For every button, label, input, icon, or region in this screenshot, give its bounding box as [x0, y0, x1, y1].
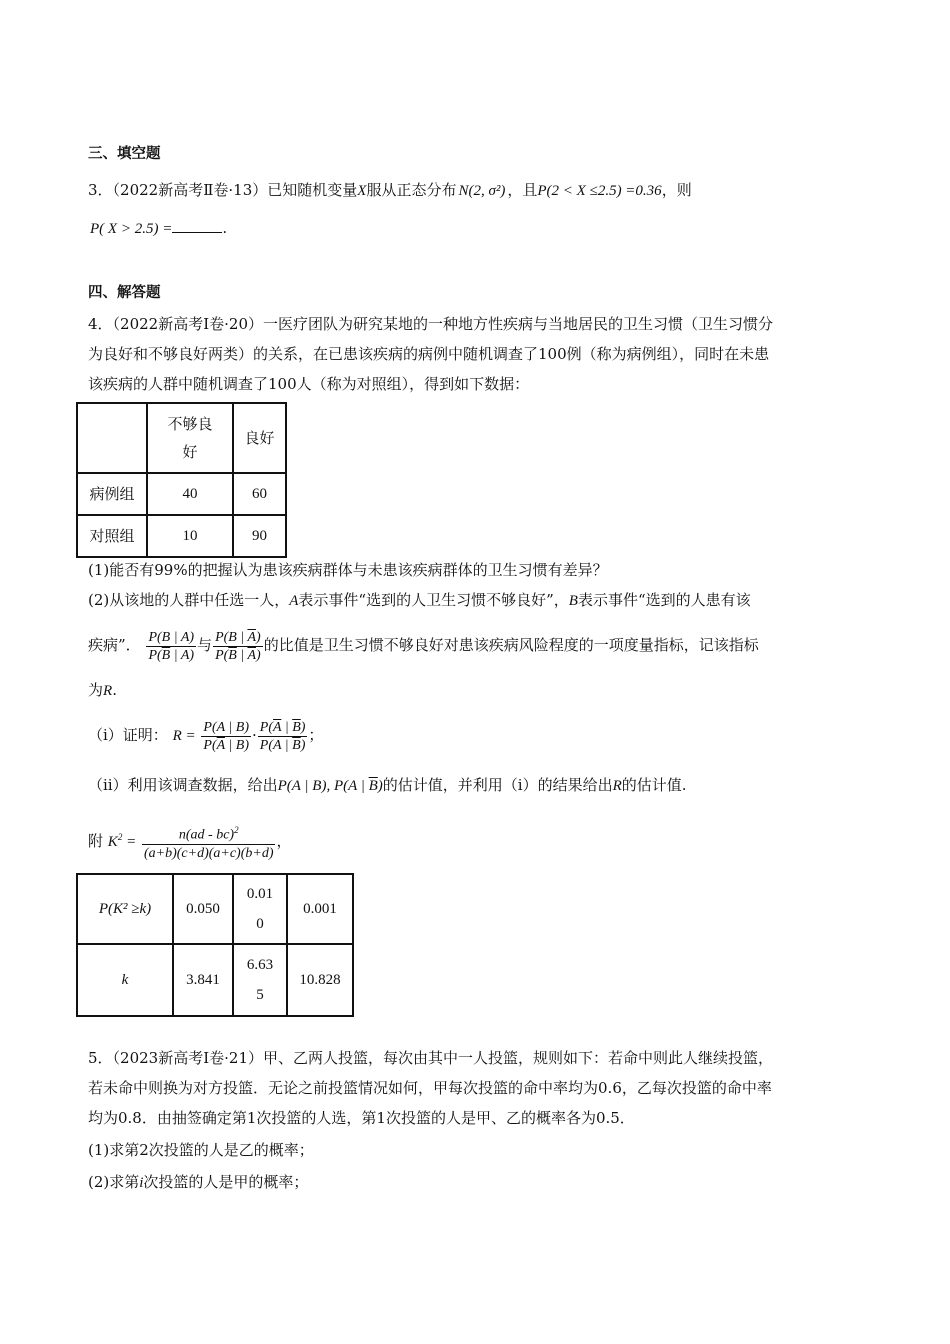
proof-fraction-1: $\frac{P(A | B)}{P(\overline{A} | B)}$	[203, 719, 250, 753]
q5-part-2: (2)求第i次投篮的人是甲的概率；	[88, 1173, 309, 1191]
question-3-line-2: P( X > 2.5) = .	[90, 219, 228, 237]
ratio-fraction-1: $\frac{P(B | A)}{P(\overline{B} | A)}$	[148, 629, 195, 663]
table-row: P(K² ≥k) 0.050 0.01 0 0.001	[77, 874, 353, 944]
col-header-not-good: 不够良 好	[147, 403, 233, 473]
question-3-line-1: 3．（2022新高考Ⅱ卷·13）已知随机变量X服从正态分布 N(2, σ²) ，且P(2 < X ≤2.5) =0.36，则	[88, 181, 692, 199]
normal-distribution-expr: N(2, σ²)	[458, 183, 506, 199]
q4-part-2-line-1: (2)从该地的人群中任选一人，A表示事件“选到的人卫生习惯不够良好”，B表示事件“选到的人患有该	[88, 591, 751, 609]
q4-part-2-line-3: 为R.	[88, 681, 117, 699]
table-header-row	[77, 403, 286, 473]
q3-number: 3．	[88, 181, 113, 199]
q5-line-1: 5．（2023新高考Ⅰ卷·21）甲、乙两人投篮，每次由其中一人投篮，规则如下：若命中则此人继续投篮，	[88, 1049, 774, 1067]
ratio-fraction-2: $\frac{P(B | \overline{A})}{P(\overline{B} | \overline{A})}$	[215, 629, 261, 663]
q4-part-2-line-2: 疾病”． $\frac{P(B | A)}{P(\overline{B} | A)}$ 与 $\frac{P(B | \overline{A})}{P(\overline{B} | \overline{A})}$ 的比值是卫生习惯不够良好对患该疾病风险程度的一项度量指标，记该指标	[88, 629, 759, 663]
q4-part-i: （ⅰ）证明： R = $\frac{P(A | B)}{P(\overline{A} | B)}$ · $\frac{P(\overline{A} | \overline{B})}{P(A | \overline{B})}$ ；	[88, 719, 324, 753]
q3-source: （2022新高考Ⅱ卷·13）	[112, 181, 268, 199]
k-squared-fraction: $\frac{n(ad - bc)^2}{(a+b)(c+d)(a+c)(b+d)}$	[142, 822, 276, 862]
q5-line-2: 若未命中则换为对方投篮．无论之前投篮情况如何，甲每次投篮的命中率均为0.6，乙每次投篮的命中率	[88, 1079, 772, 1097]
critical-value-table	[76, 873, 354, 1017]
q4-line-3: 该疾病的人群中随机调查了100人（称为对照组），得到如下数据：	[88, 375, 530, 393]
table-row: 病例组 40 60	[77, 473, 286, 515]
col-header-good: 良好	[233, 403, 286, 473]
q4-part-1: (1)能否有99%的把握认为患该疾病群体与未患该疾病群体的卫生习惯有差异？	[88, 561, 608, 579]
q4-line-2: 为良好和不够良好两类）的关系，在已患该疾病的病例中随机调查了100例（称为病例组），同时在未患	[88, 345, 770, 363]
survey-data-table	[76, 402, 287, 558]
section-heading-answer: 四、解答题	[88, 285, 161, 301]
table-row: k 3.841 6.63 5 10.828	[77, 944, 353, 1016]
q5-line-3: 均为0.8．由抽签确定第1次投篮的人选，第1次投篮的人是甲、乙的概率各为0.5．	[88, 1109, 635, 1127]
answer-blank[interactable]	[172, 218, 222, 233]
q4-line-1: 4．（2022新高考Ⅰ卷·20）一医疗团队为研究某地的一种地方性疾病与当地居民的卫生习惯（卫生习惯分	[88, 315, 774, 333]
proof-fraction-2: $\frac{P(\overline{A} | \overline{B})}{P(A | \overline{B})}$	[259, 719, 306, 753]
q5-part-1: (1)求第2次投篮的人是乙的概率；	[88, 1141, 314, 1159]
section-heading-fill-blank: 三、填空题	[88, 146, 161, 162]
q3-ask: P( X > 2.5) =	[90, 221, 173, 237]
chi-square-formula: 附 $K^2$ = $\frac{n(ad - bc)^2}{(a+b)(c+d)(a+c)(b+d)}$ ，	[88, 812, 292, 867]
table-row: 对照组 10 90	[77, 515, 286, 557]
q3-condition: P(2 < X ≤2.5) =0.36	[537, 183, 662, 199]
q4-part-ii: （ⅱ）利用该调查数据，给出P(A | B), P(A | $\overline{B}$)的估计值，并利用（ⅰ）的结果给出R的估计值.	[88, 776, 687, 794]
